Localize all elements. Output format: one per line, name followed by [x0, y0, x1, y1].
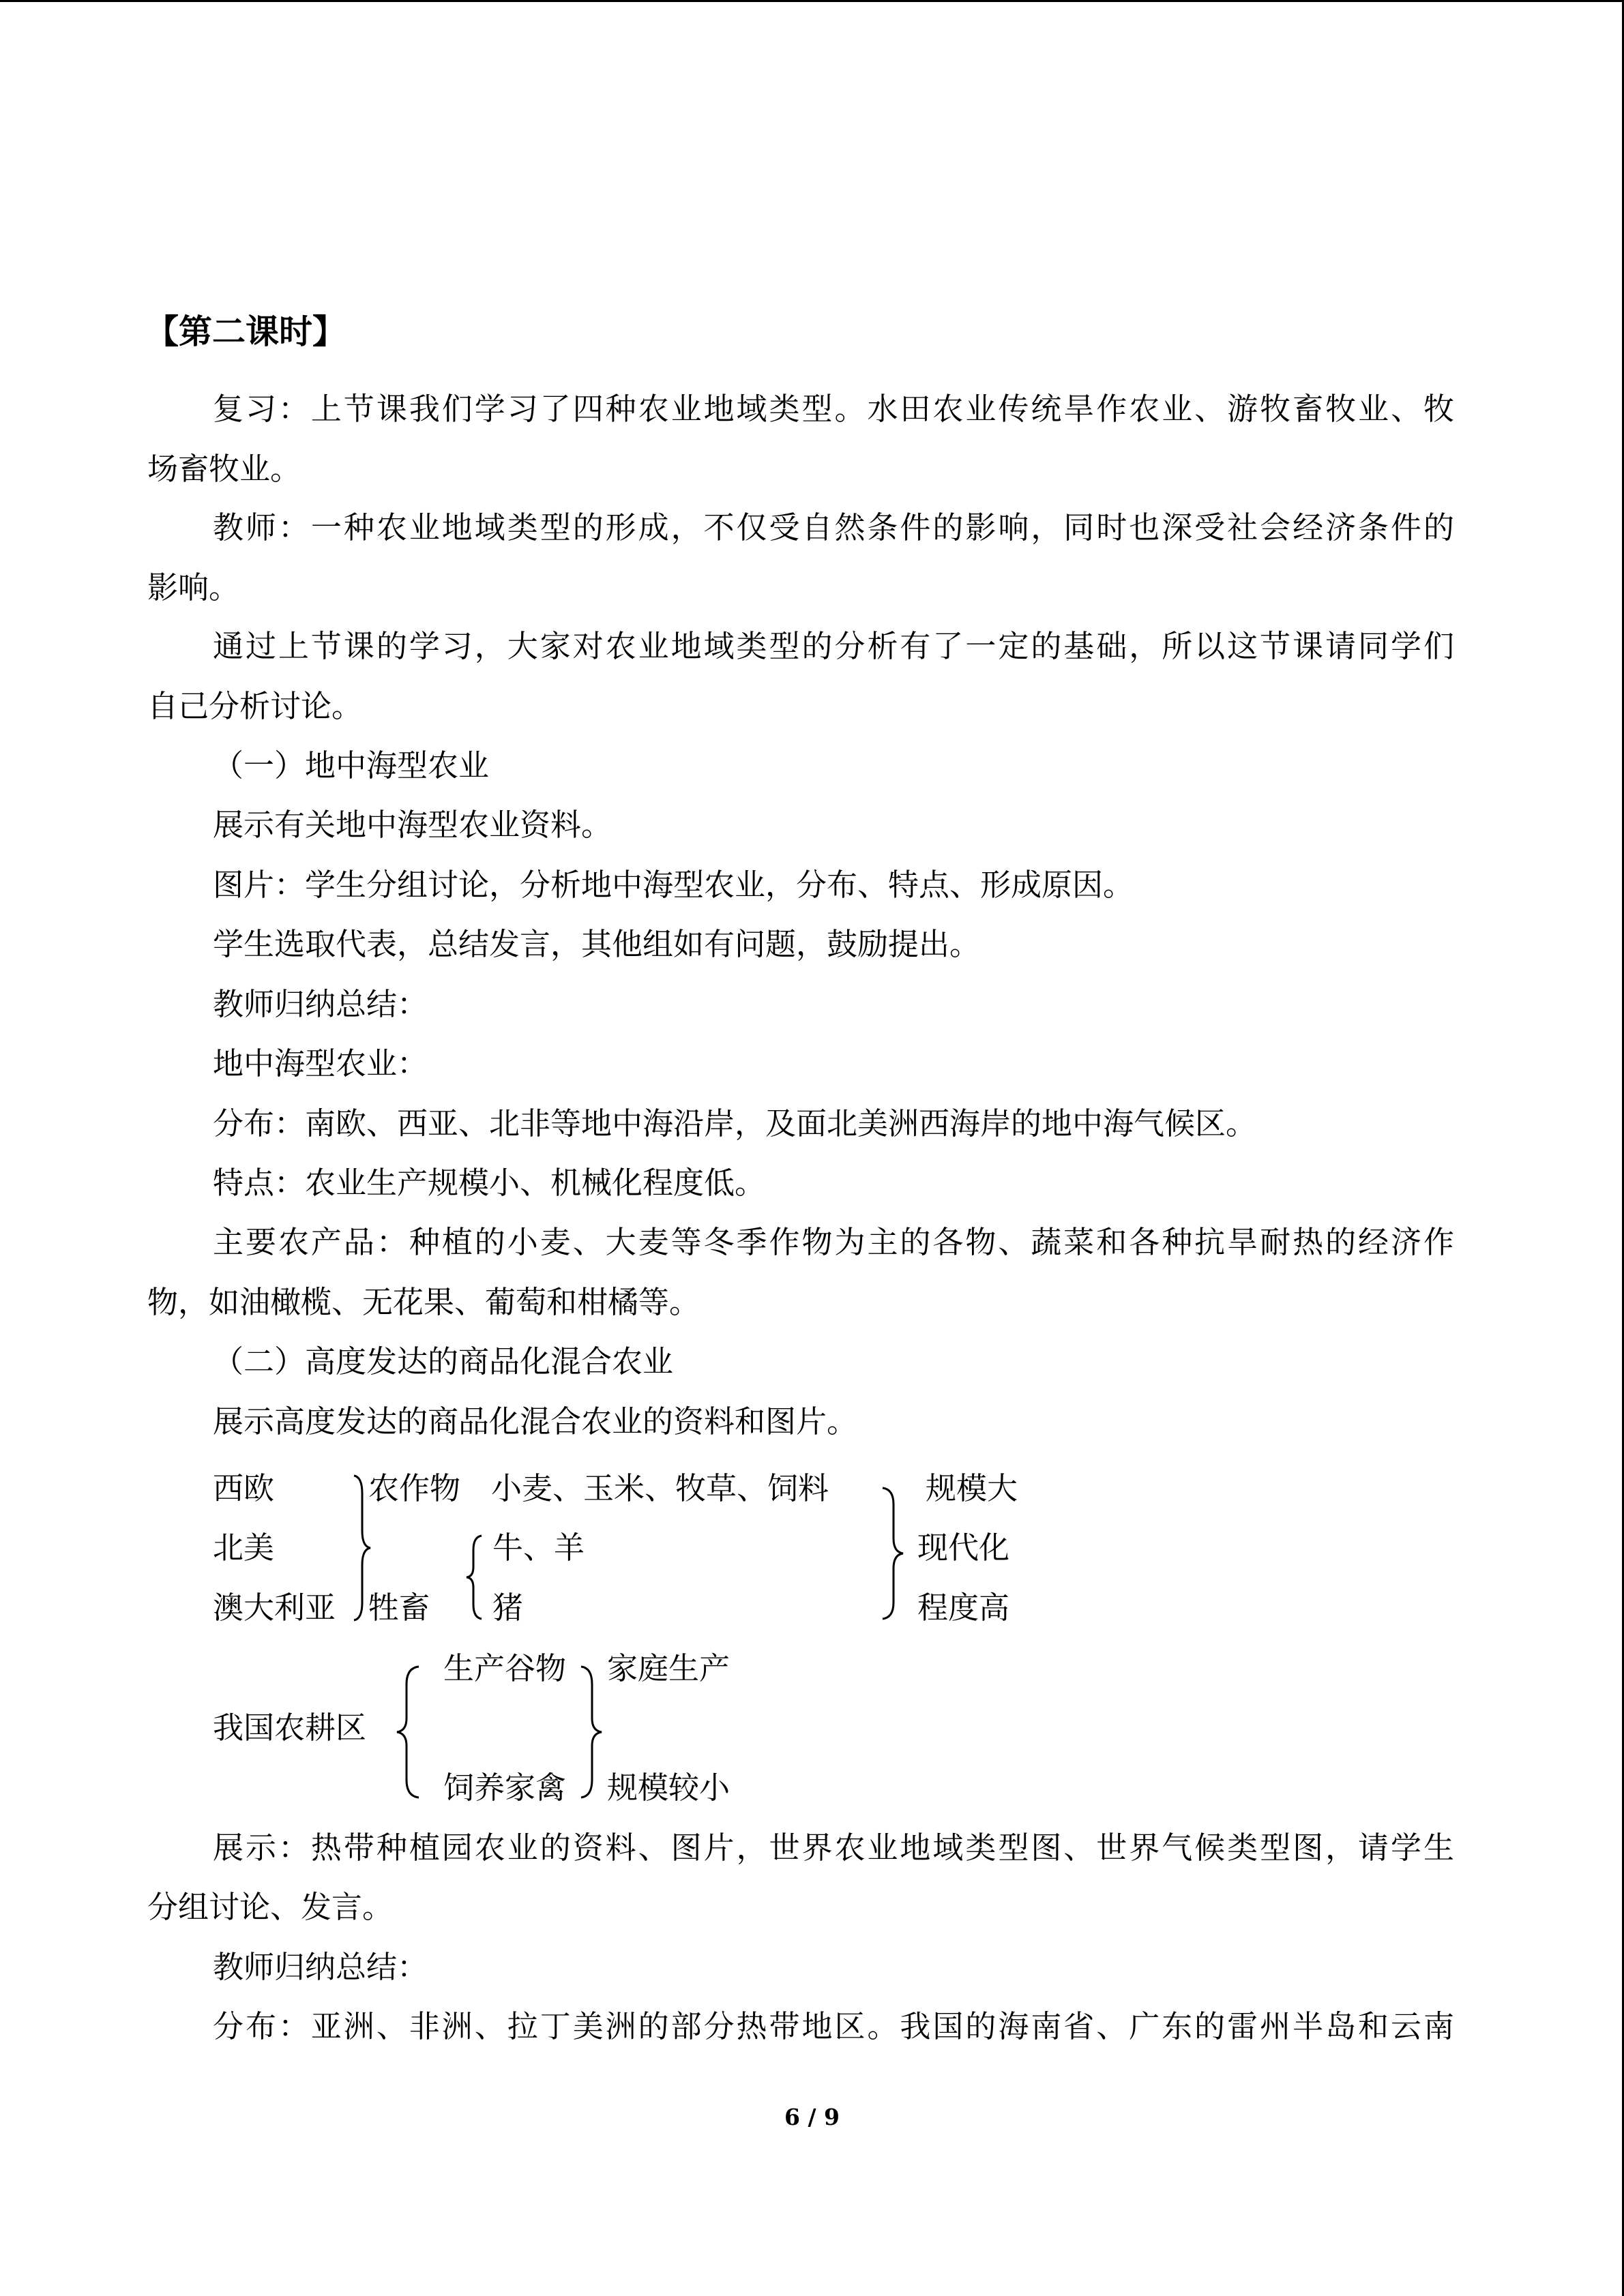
paragraph-med-distribution: 分布：南欧、西亚、北非等地中海沿岸，及面北美洲西海岸的地中海气候区。: [213, 1105, 1257, 1142]
diagram1-result-brace: [880, 1485, 907, 1622]
section-heading: 【第二课时】: [145, 312, 346, 351]
diagram2-item-b: 饲养家禽: [443, 1770, 567, 1806]
paragraph-show1: 展示有关地中海型农业资料。: [213, 807, 612, 843]
paragraph-teacher-line1: 教师：一种农业地域类型的形成，不仅受自然条件的影响，同时也深受社会经济条件的: [213, 509, 1454, 546]
paragraph-picture1: 图片：学生分组讨论，分析地中海型农业，分布、特点、形成原因。: [213, 867, 1134, 903]
paragraph-summary1: 教师归纳总结：: [213, 986, 428, 1022]
diagram1-livestock-brace: [464, 1533, 484, 1622]
paragraph-through-line1: 通过上节课的学习，大家对农业地域类型的分析有了一定的基础，所以这节课请同学们: [213, 628, 1454, 664]
paragraph-through-line2: 自己分析讨论。: [147, 688, 363, 724]
subsection-title-mediterranean: （一）地中海型农业: [213, 747, 490, 784]
diagram2-region: 我国农耕区: [213, 1710, 367, 1746]
diagram1-region-3: 澳大利亚: [213, 1590, 336, 1626]
paragraph-show3-line2: 分组讨论、发言。: [147, 1889, 394, 1925]
paragraph-med-products-line2: 物，如油橄榄、无花果、葡萄和柑橘等。: [147, 1284, 700, 1320]
diagram1-result-1: 规模大: [926, 1470, 1018, 1506]
paragraph-med-label: 地中海型农业：: [213, 1045, 428, 1082]
paragraph-show3-line1: 展示：热带种植园农业的资料、图片，世界农业地域类型图、世界气候类型图，请学生: [213, 1830, 1454, 1866]
diagram1-livestock-a: 牛、羊: [492, 1530, 585, 1566]
diagram2-item-a: 生产谷物: [443, 1650, 567, 1686]
paragraph-students1: 学生选取代表，总结发言，其他组如有问题，鼓励提出。: [213, 926, 981, 962]
subsection-title-mixed-farming: （二）高度发达的商品化混合农业: [213, 1343, 674, 1380]
paragraph-show2: 展示高度发达的商品化混合农业的资料和图片。: [213, 1403, 858, 1440]
diagram1-crops: 小麦、玉米、牧草、饲料: [491, 1470, 829, 1506]
paragraph-review-line2: 场畜牧业。: [147, 451, 301, 487]
diagram2-right-brace: [578, 1664, 606, 1800]
diagram1-region-2: 北美: [213, 1530, 275, 1566]
paragraph-teacher-line2: 影响。: [147, 569, 240, 606]
diagram1-region-1: 西欧: [213, 1470, 275, 1506]
paragraph-med-features: 特点：农业生产规模小、机械化程度低。: [213, 1165, 766, 1201]
diagram2-result-b: 规模较小: [607, 1770, 730, 1806]
diagram1-result-3: 程度高: [917, 1590, 1010, 1626]
paragraph-med-products-line1: 主要农产品：种植的小麦、大麦等冬季作物为主的各物、蔬菜和各种抗旱耐热的经济作: [213, 1224, 1454, 1260]
diagram2-left-brace: [394, 1664, 422, 1800]
paragraph-summary2: 教师归纳总结：: [213, 1949, 428, 1985]
diagram1-livestock-b: 猪: [492, 1590, 524, 1626]
page-border-top: [0, 0, 1624, 2]
page-number: 6 / 9: [784, 2104, 840, 2130]
diagram1-result-2: 现代化: [917, 1530, 1010, 1566]
diagram2-result-a: 家庭生产: [607, 1650, 730, 1686]
paragraph-distribution3: 分布：亚洲、非洲、拉丁美洲的部分热带地区。我国的海南省、广东的雷州半岛和云南: [213, 2008, 1454, 2044]
diagram1-crops-label: 农作物: [368, 1470, 461, 1506]
paragraph-review-line1: 复习：上节课我们学习了四种农业地域类型。水田农业传统旱作农业、游牧畜牧业、牧: [213, 391, 1454, 427]
diagram1-livestock-label: 牲畜: [368, 1590, 430, 1626]
